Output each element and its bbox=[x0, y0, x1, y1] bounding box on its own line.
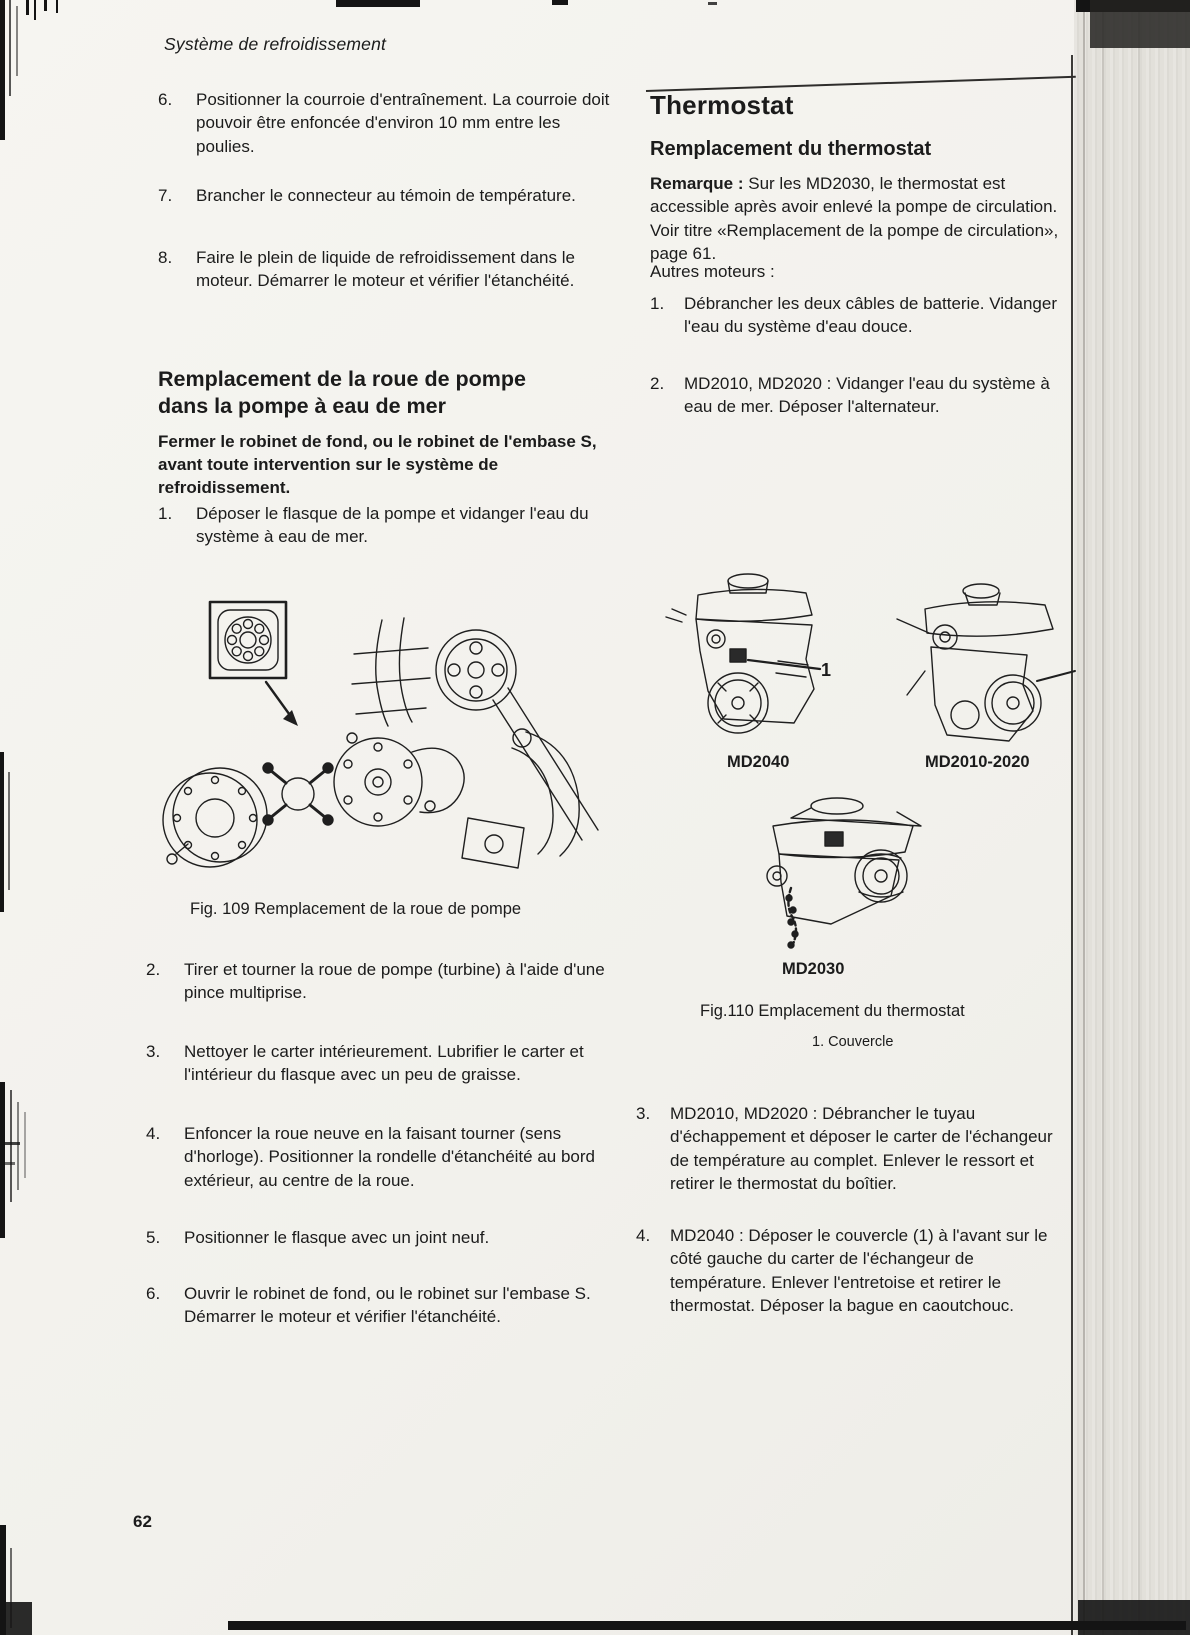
list-item-left-1 bbox=[158, 502, 624, 549]
step-text: Déposer le flasque de la pompe et vidanger l'eau du système à eau de mer. bbox=[196, 504, 589, 547]
scan-artifact bbox=[26, 0, 29, 15]
step-number: 5. bbox=[146, 1228, 161, 1247]
scan-artifact bbox=[44, 0, 47, 11]
scan-artifact bbox=[0, 752, 4, 912]
note-label: Remarque : bbox=[650, 174, 744, 193]
step-number: 1. bbox=[158, 504, 173, 523]
scan-artifact bbox=[9, 0, 11, 96]
thermostat-subheading: Remplacement du thermostat bbox=[650, 138, 932, 160]
scan-artifact bbox=[2, 1142, 20, 1145]
scan-artifact bbox=[16, 6, 18, 76]
step-number: 2. bbox=[146, 960, 161, 979]
scan-artifact bbox=[228, 1621, 1186, 1630]
section-heading-line1: Remplacement de la roue de pompe bbox=[158, 367, 526, 391]
scan-edge-strip bbox=[1074, 0, 1190, 1635]
list-item-right-2 bbox=[650, 372, 1074, 419]
step-number: 3. bbox=[146, 1042, 161, 1061]
step-text: Positionner la courroie d'entraînement. La courroie doit pouvoir être enfoncée d'environ 10 mm entre les poulies. bbox=[196, 90, 610, 156]
scan-artifact bbox=[0, 1082, 5, 1238]
list-item-left-8 bbox=[158, 246, 624, 293]
scan-artifact bbox=[0, 0, 5, 140]
section-heading-line2: dans la pompe à eau de mer bbox=[158, 394, 446, 419]
scan-artifact bbox=[1138, 0, 1140, 1635]
list-item-right-3 bbox=[636, 1102, 1076, 1196]
scan-artifact bbox=[56, 0, 58, 13]
engine-label-md2040: MD2040 bbox=[727, 753, 790, 771]
engine-md2030-illustration bbox=[733, 792, 938, 957]
engine-label-md2030: MD2030 bbox=[782, 960, 845, 978]
figure-109 bbox=[146, 592, 626, 892]
section-heading-pump bbox=[158, 366, 638, 420]
step-text: Nettoyer le carter intérieurement. Lubrifier le carter et l'intérieur du flasque avec un peu de graisse. bbox=[184, 1042, 584, 1085]
step-text: Positionner le flasque avec un joint neuf. bbox=[184, 1228, 490, 1247]
step-number: 4. bbox=[146, 1124, 161, 1143]
scan-artifact bbox=[1083, 0, 1085, 1635]
figure-caption-109: Fig. 109 Remplacement de la roue de pompe bbox=[190, 900, 522, 918]
step-number: 6. bbox=[146, 1284, 161, 1303]
step-number: 4. bbox=[636, 1226, 651, 1245]
list-item-left-3 bbox=[146, 1040, 624, 1087]
page-number: 62 bbox=[133, 1512, 152, 1531]
scan-artifact bbox=[552, 0, 568, 5]
step-number: 2. bbox=[650, 374, 665, 393]
scan-artifact bbox=[17, 1102, 19, 1190]
scan-artifact bbox=[336, 0, 420, 7]
callout-1: 1 bbox=[821, 660, 832, 680]
warning-text: Fermer le robinet de fond, ou le robinet de l'embase S, avant toute intervention sur le système de refroidissement. bbox=[158, 432, 597, 498]
step-number: 6. bbox=[158, 90, 173, 109]
other-engines-label: Autres moteurs : bbox=[650, 262, 775, 281]
step-text: MD2010, MD2020 : Vidanger l'eau du système à eau de mer. Déposer l'alternateur. bbox=[684, 374, 1050, 417]
scan-artifact bbox=[10, 1090, 12, 1202]
scan-artifact bbox=[708, 2, 717, 5]
figure-md2010-2020 bbox=[895, 575, 1080, 755]
list-item-right-4 bbox=[636, 1224, 1076, 1318]
figure-110-legend: 1. Couvercle bbox=[812, 1034, 894, 1050]
scan-artifact bbox=[1078, 1600, 1190, 1635]
page-header-title: Système de refroidissement bbox=[164, 34, 387, 54]
step-text: Tirer et tourner la roue de pompe (turbine) à l'aide d'une pince multiprise. bbox=[184, 960, 605, 1003]
step-number: 3. bbox=[636, 1104, 651, 1123]
engine-md2010-2020-illustration bbox=[895, 575, 1080, 755]
thermostat-heading: Thermostat bbox=[650, 90, 794, 120]
scan-artifact bbox=[24, 1112, 26, 1178]
step-text: Brancher le connecteur au témoin de température. bbox=[196, 186, 576, 205]
list-item-left-7 bbox=[158, 184, 624, 207]
list-item-right-1 bbox=[650, 292, 1074, 339]
figure-md2030 bbox=[733, 792, 938, 957]
step-text: Ouvrir le robinet de fond, ou le robinet sur l'embase S. Démarrer le moteur et vérifier l'étanchéité. bbox=[184, 1284, 591, 1327]
scan-artifact bbox=[8, 772, 10, 890]
note-paragraph bbox=[650, 172, 1074, 266]
list-item-left-5 bbox=[146, 1226, 624, 1249]
step-text: MD2010, MD2020 : Débrancher le tuyau d'échappement et déposer le carter de l'échangeur de température au complet. Enlever le ressort et retirer le thermostat du boîtier. bbox=[670, 1104, 1053, 1194]
step-number: 7. bbox=[158, 186, 173, 205]
scan-artifact bbox=[1090, 0, 1190, 48]
list-item-left-6 bbox=[158, 88, 624, 158]
scan-artifact bbox=[2, 1162, 15, 1165]
list-item-left-2 bbox=[146, 958, 624, 1005]
scan-artifact bbox=[0, 1602, 32, 1635]
step-text: Faire le plein de liquide de refroidissement dans le moteur. Démarrer le moteur et vérifier l'étanchéité. bbox=[196, 248, 575, 291]
scan-artifact bbox=[1102, 0, 1104, 1635]
list-item-left-6b bbox=[146, 1282, 624, 1329]
pump-exploded-illustration bbox=[146, 592, 626, 892]
step-number: 8. bbox=[158, 248, 173, 267]
note-text: Sur les MD2030, le thermostat est accessible après avoir enlevé la pompe de circulation. Voir titre «Remplacement de la pompe de circulation», page 61. bbox=[650, 174, 1059, 264]
step-text: MD2040 : Déposer le couvercle (1) à l'avant sur le côté gauche du carter de l'échangeur de température. Enlever l'entretoise et retirer le thermostat. Déposer la bague en caoutchouc. bbox=[670, 1226, 1048, 1316]
engine-label-md2010-2020: MD2010-2020 bbox=[925, 753, 1030, 771]
step-text: Enfoncer la roue neuve en la faisant tourner (sens d'horloge). Positionner la rondelle d'étanchéité au bord extérieur, au centre de la roue. bbox=[184, 1124, 595, 1190]
scan-artifact bbox=[34, 0, 36, 20]
list-item-left-4 bbox=[146, 1122, 624, 1192]
step-number: 1. bbox=[650, 294, 665, 313]
figure-caption-110: Fig.110 Emplacement du thermostat bbox=[700, 1002, 965, 1020]
step-text: Débrancher les deux câbles de batterie. Vidanger l'eau du système d'eau douce. bbox=[684, 294, 1057, 337]
